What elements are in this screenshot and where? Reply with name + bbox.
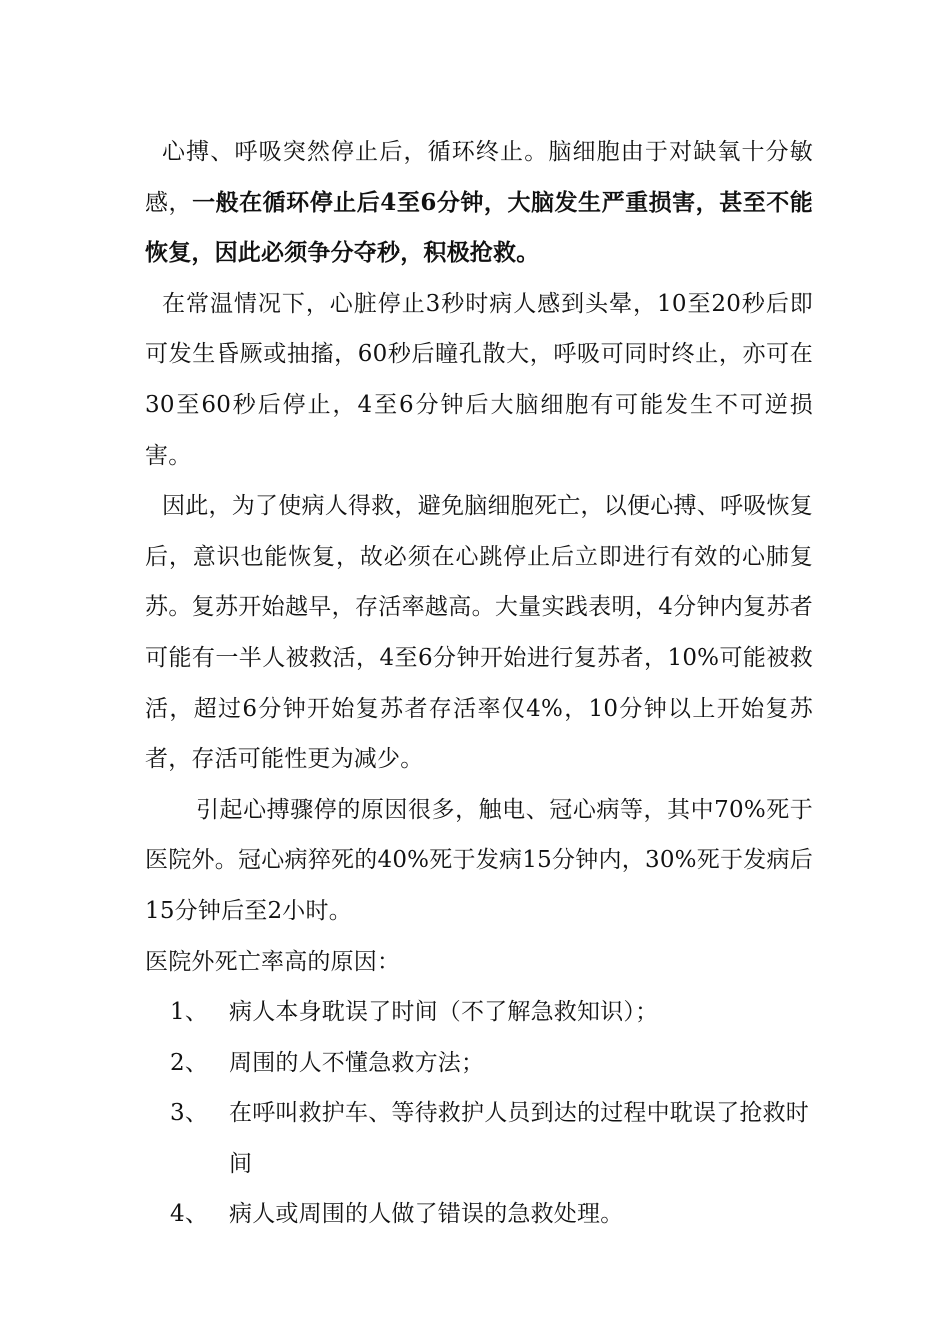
list-item [145,1189,813,1240]
list-item-text: 在呼叫救护车、等待救护人员到达的过程中耽误了抢救时间 [229,1100,809,1177]
list-item-number: 2、 [170,1049,209,1076]
intro-text: 心搏、呼吸突然停止后，循环终止。脑细胞由于对缺氧十分敏感， [145,139,813,216]
paragraph-cardiac-arrest-intro [145,127,813,279]
list-item-text: 病人或周围的人做了错误的急救处理。 [229,1201,624,1228]
paragraph-cpr-importance: 因此，为了使病人得救，避免脑细胞死亡，以便心搏、呼吸恢复后，意识也能恢复，故必须在心跳停止后立即进行有效的心肺复苏。复苏开始越早，存活率越高。大量实践表明，4分钟内复苏者可能有一半人被救活，4至6分钟开始进行复苏者，10%可能被救活，超过6分钟开始复苏者存活率仅4%，10分钟以上开始复苏者，存活可能性更为减少。 [145,493,813,773]
list-item-text: 周围的人不懂急救方法； [229,1049,485,1076]
intro-bold-emphasis: 一般在循环停止后4至6分钟，大脑发生严重损害，甚至不能恢复，因此必须争分夺秒，积极抢救。 [145,188,813,267]
paragraph-timeline: 在常温情况下，心脏停止3秒时病人感到头晕，10至20秒后即可发生昏厥或抽搐，60秒后瞳孔散大，呼吸可同时终止，亦可在30至60秒后停止，4至6分钟后大脑细胞有可能发生不可逆损害。 [145,290,813,469]
list-item-number: 4、 [170,1201,209,1228]
document-body [145,127,813,1240]
paragraph-causes: 引起心搏骤停的原因很多，触电、冠心病等，其中70%死于医院外。冠心病猝死的40%死于发病15分钟内，30%死于发病后15分钟后至2小时。 [145,796,813,924]
reasons-list [145,987,813,1240]
list-item-text: 病人本身耽误了时间（不了解急救知识）； [229,999,659,1026]
paragraph-list-heading: 医院外死亡率高的原因： [145,948,401,975]
list-item-number: 3、 [170,1100,209,1127]
list-item [145,1038,813,1089]
list-item-number: 1、 [170,999,209,1026]
list-item [145,1088,813,1189]
list-item [145,987,813,1038]
